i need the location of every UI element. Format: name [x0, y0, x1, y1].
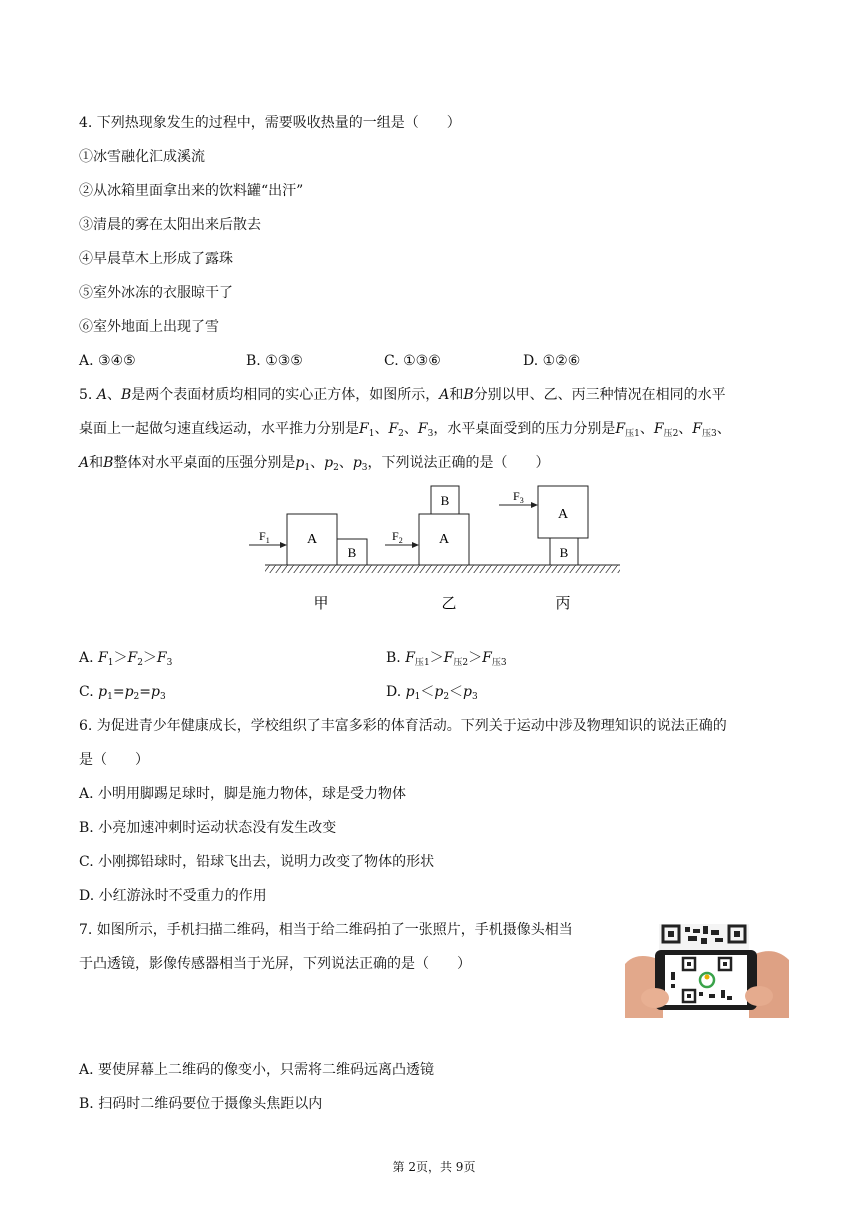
q4-item-3: ③清晨的雾在太阳出来后散去 — [79, 217, 261, 233]
block-a-yi-label: A — [438, 532, 450, 547]
q5-option-d: D. $p_1<p_2<p_3$ — [386, 684, 478, 702]
qr-code-paper — [659, 924, 749, 950]
force-f3-label: $F_3$ — [513, 489, 524, 505]
q6-option-a: A. 小明用脚踢足球时，脚是施力物体，球是受力物体 — [79, 786, 407, 802]
block-b-jia-label: B — [347, 545, 357, 560]
q4-option-c: C. ①③⑥ — [384, 353, 441, 369]
q5-figure — [245, 478, 625, 618]
q6-option-d: D. 小红游泳时不受重力的作用 — [79, 888, 267, 904]
arrow-f2-head — [412, 542, 419, 548]
block-a-jia-label: A — [306, 532, 318, 547]
page-footer: 第 2页，共 9页 — [392, 1160, 476, 1174]
q4-stem: 4. 下列热现象发生的过程中，需要吸收热量的一组是（ ） — [79, 115, 461, 131]
force-f2-label: $F_2$ — [392, 529, 403, 545]
q6-option-c: C. 小刚掷铅球时，铅球飞出去，说明力改变了物体的形状 — [79, 854, 435, 870]
left-thumb — [641, 988, 669, 1008]
q7-option-b: B. 扫码时二维码要位于摄像头焦距以内 — [79, 1096, 323, 1112]
q5-stem-line3: A和B整体对水平桌面的压强分别是$p_1$、$p_2$、$p_3$，下列说法正确的是（ ） — [79, 455, 550, 473]
arrow-f1-head — [280, 542, 287, 548]
q4-item-4: ④早晨草木上形成了露珠 — [79, 251, 233, 267]
force-f1-label: $F_1$ — [259, 529, 270, 545]
right-thumb — [745, 986, 773, 1006]
q7-stem-line1: 7. 如图所示，手机扫描二维码，相当于给二维码拍了一张照片，手机摄像头相当 — [79, 922, 573, 938]
table-hatching — [265, 565, 620, 573]
q5-stem-line2: 桌面上一起做匀速直线运动，水平推力分别是$F_1$、$F_2$、$F_3$，水平桌面受到的压力分别是$F_{压1}$、$F_{压2}$、$F_{压3}$、 — [79, 421, 731, 439]
q5-option-c: C. $p_1=p_2=p_3$ — [79, 684, 166, 702]
phone-screen — [665, 955, 747, 1005]
q6-stem-line1: 6. 为促进青少年健康成长，学校组织了丰富多彩的体育活动。下列关于运动中涉及物理知识的说法正确的 — [79, 718, 727, 734]
q4-item-1: ①冰雪融化汇成溪流 — [79, 149, 205, 165]
q4-item-6: ⑥室外地面上出现了雪 — [79, 319, 219, 335]
phone-scanning-qr-image — [625, 922, 789, 1018]
q4-option-d: D. ①②⑥ — [523, 353, 581, 369]
block-a-bing-label: A — [557, 507, 569, 522]
caption-bing: 丙 — [555, 594, 571, 612]
q7-option-a: A. 要使屏幕上二维码的像变小，只需将二维码远离凸透镜 — [79, 1062, 435, 1078]
block-b-yi-label: B — [440, 493, 450, 508]
q4-item-2: ②从冰箱里面拿出来的饮料罐“出汗” — [79, 183, 304, 199]
caption-yi: 乙 — [441, 594, 457, 612]
q4-option-b: B. ①③⑤ — [246, 353, 303, 369]
q6-stem-line2: 是（ ） — [79, 752, 149, 768]
q5-option-a: A. $F_1>F_2>F_3$ — [79, 650, 173, 668]
q4-option-a: A. ③④⑤ — [79, 353, 136, 369]
caption-jia: 甲 — [313, 594, 329, 612]
arrow-f3-head — [531, 502, 538, 508]
q4-item-5: ⑤室外冰冻的衣服晾干了 — [79, 285, 233, 301]
q7-stem-line2: 于凸透镜，影像传感器相当于光屏，下列说法正确的是（ ） — [79, 956, 471, 972]
block-b-bing-label: B — [559, 545, 569, 560]
q5-stem-line1: 5. A、B是两个表面材质均相同的实心正方体，如图所示，A和B分别以甲、乙、丙三种情况在相同的水平 — [79, 387, 726, 403]
q5-option-b: B. $F_{压1}>F_{压2}>F_{压3}$ — [386, 650, 507, 668]
q6-option-b: B. 小亮加速冲刺时运动状态没有发生改变 — [79, 820, 337, 836]
